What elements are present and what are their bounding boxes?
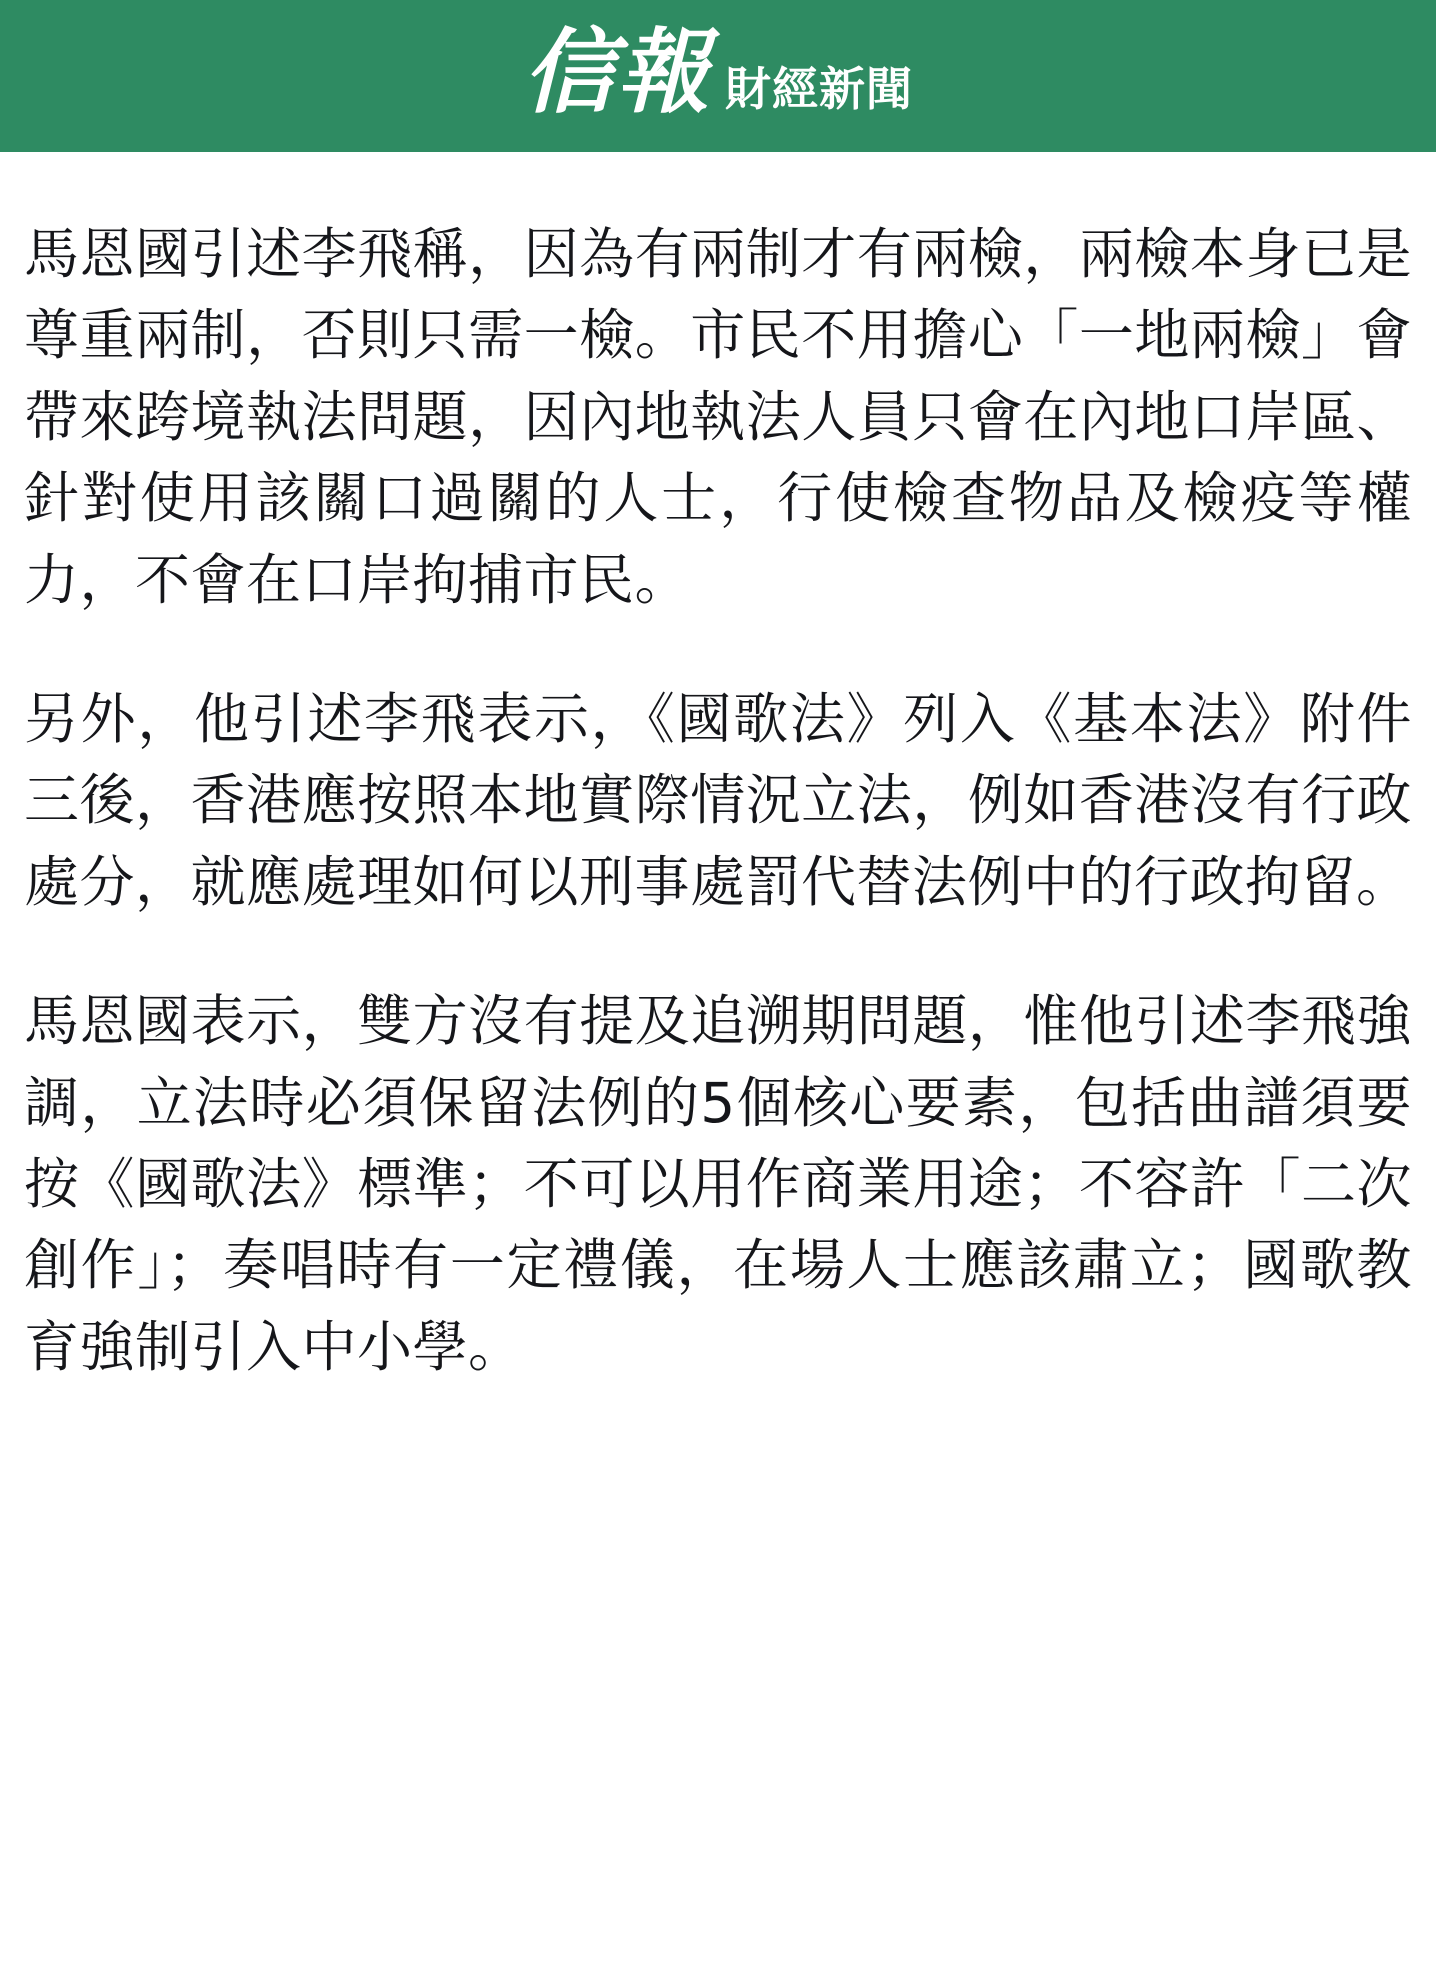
article-body — [0, 152, 1436, 1428]
logo-secondary-text: 財經新聞 — [725, 62, 913, 116]
site-logo[interactable] — [522, 18, 913, 126]
article-paragraph: 另外，他引述李飛表示，《國歌法》列入《基本法》附件三後，香港應按照本地實際情況立法，例如香港沒有行政處分，就應處理如何以刑事處罰代替法例中的行政拘留。 — [24, 686, 1412, 914]
site-masthead — [0, 0, 1436, 152]
article-paragraph: 馬恩國表示，雙方沒有提及追溯期問題，惟他引述李飛強調，立法時必須保留法例的5個核心要素，包括曲譜須要按《國歌法》標準；不可以用作商業用途；不容許「二次創作」；奏唱時有一定禮儀，在場人士應該肅立；國歌教育強制引入中小學。 — [24, 989, 1412, 1379]
article-paragraph: 馬恩國引述李飛稱，因為有兩制才有兩檢，兩檢本身已是尊重兩制，否則只需一檢。市民不用擔心「一地兩檢」會帶來跨境執法問題，因內地執法人員只會在內地口岸區、針對使用該關口過關的人士，行使檢查物品及檢疫等權力，不會在口岸拘捕市民。 — [24, 222, 1412, 612]
logo-primary-text: 信報 — [522, 18, 711, 126]
